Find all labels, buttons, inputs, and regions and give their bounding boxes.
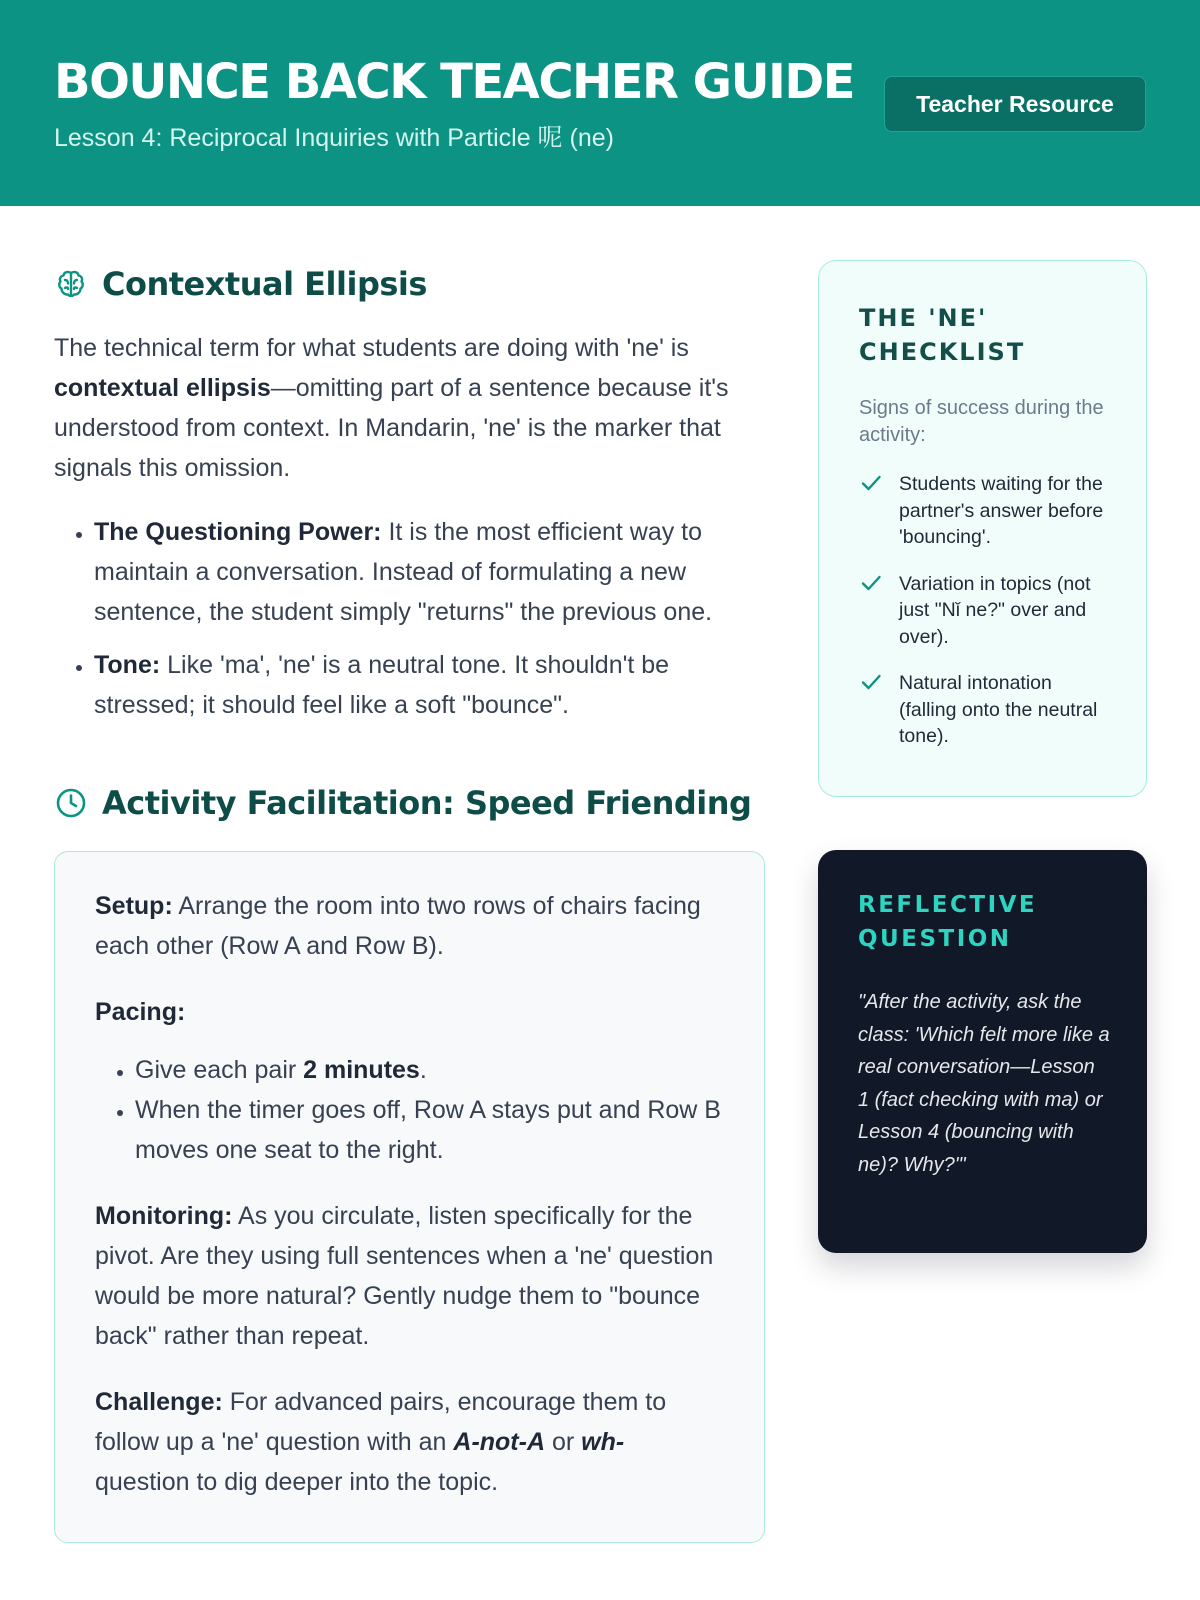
list-item (94, 645, 764, 725)
monitoring-paragraph (95, 1196, 724, 1356)
pacing-list (95, 1050, 724, 1170)
bullet-text: Like 'ma', 'ne' is a neutral tone. It shouldn't be stressed; it should feel like a soft "bounce". (94, 651, 670, 719)
check-icon (859, 571, 885, 651)
challenge-text: For advanced pairs, encourage them to follow up a 'ne' question with an (95, 1388, 667, 1456)
checklist-item-text: Natural intonation (falling onto the neutral tone). (899, 672, 1098, 747)
intro-paragraph (54, 328, 764, 488)
bullet-label: Tone: (94, 651, 161, 679)
reflective-quote: "After the activity, ask the class: 'Which felt more like a real conversation—Lesson 1 (fact checking with ma) or Lesson 4 (bouncing with ne)? Why?'" (858, 991, 1110, 1176)
clock-icon (54, 786, 88, 820)
main-content (54, 256, 764, 1543)
ellipsis-bullet-list (54, 512, 764, 725)
reflective-question-card (818, 850, 1147, 1253)
checklist-subtitle: Signs of success during the activity: (859, 397, 1104, 446)
bullet-text: It is the most efficient way to maintain a conversation. Instead of formulating a new sentence, the student simply "returns" the previous one. (94, 518, 713, 626)
pacing-text: . (419, 1056, 427, 1084)
checklist-item (859, 571, 1108, 651)
list-item (94, 512, 764, 632)
intro-key-term: contextual ellipsis (54, 374, 271, 402)
section-title: Contextual Ellipsis (102, 265, 427, 303)
intro-text: The technical term for what students are doing with 'ne' is (54, 334, 689, 362)
challenge-text: or (545, 1428, 582, 1456)
challenge-term: wh- (581, 1428, 625, 1456)
bullet-label: The Questioning Power: (94, 518, 382, 546)
check-icon (859, 670, 885, 750)
brain-icon (54, 267, 88, 301)
section-heading (54, 256, 764, 312)
reflective-title: REFLECTIVE QUESTION (858, 892, 1038, 952)
challenge-text: question to dig deeper into the topic. (95, 1468, 499, 1496)
challenge-label: Challenge: (95, 1388, 223, 1416)
challenge-paragraph (95, 1382, 724, 1502)
page-title: BOUNCE BACK TEACHER GUIDE (54, 54, 855, 110)
section-heading (54, 775, 764, 831)
section-title: Activity Facilitation: Speed Friending (102, 784, 752, 822)
page-header (0, 0, 1200, 206)
checklist-item (859, 670, 1108, 750)
teacher-resource-badge: Teacher Resource (884, 76, 1146, 132)
checklist-title: THE 'NE' CHECKLIST (859, 304, 1026, 366)
intro-text: —omitting part of a sentence because it's understood from context. In Mandarin, 'ne' is the marker that signals this omission. (54, 374, 729, 482)
contextual-ellipsis-section (54, 256, 764, 725)
activity-facilitation-section (54, 775, 764, 1543)
checklist-item (859, 471, 1108, 551)
pacing-label: Pacing: (95, 998, 186, 1026)
pacing-duration: 2 minutes (303, 1056, 420, 1084)
checklist-item-text: Variation in topics (not just "Nǐ ne?" over and over). (899, 572, 1091, 648)
activity-card (54, 851, 765, 1543)
pacing-text: When the timer goes off, Row A stays put and Row B moves one seat to the right. (135, 1096, 721, 1164)
checklist-items (859, 471, 1108, 750)
check-icon (859, 471, 885, 551)
monitoring-text: As you circulate, listen specifically for the pivot. Are they using full sentences when a 'ne' question would be more natural? Gently nudge them to "bounce back" rather than repeat. (95, 1202, 714, 1350)
setup-paragraph (95, 886, 724, 966)
pacing-text: Give each pair (135, 1056, 304, 1084)
pacing-heading (95, 992, 724, 1032)
ne-checklist-card (818, 260, 1147, 797)
list-item (135, 1090, 724, 1170)
setup-label: Setup: (95, 892, 173, 920)
setup-text: Arrange the room into two rows of chairs facing each other (Row A and Row B). (95, 892, 701, 960)
checklist-item-text: Students waiting for the partner's answer before 'bouncing'. (899, 473, 1104, 548)
challenge-term: A-not-A (453, 1428, 546, 1456)
page-subtitle: Lesson 4: Reciprocal Inquiries with Particle 呢 (ne) (54, 124, 614, 152)
list-item (135, 1050, 724, 1090)
monitoring-label: Monitoring: (95, 1202, 233, 1230)
